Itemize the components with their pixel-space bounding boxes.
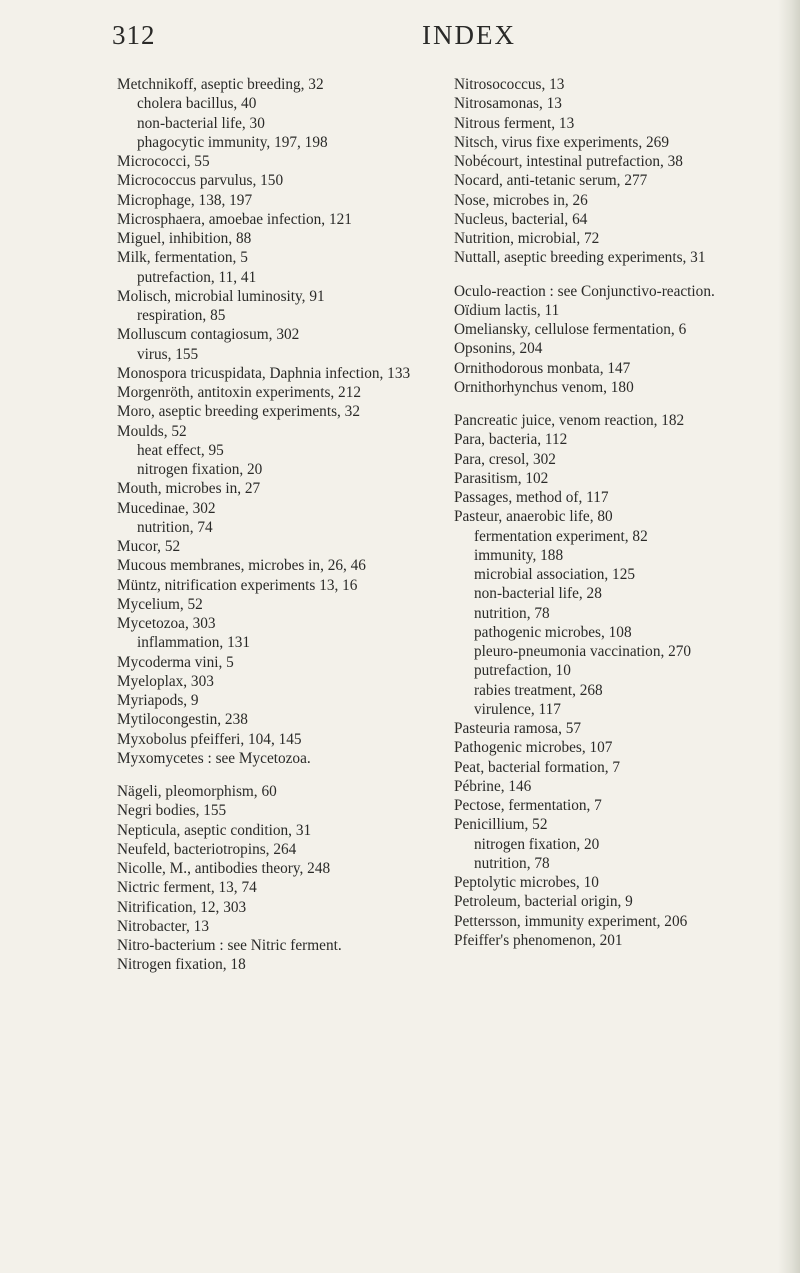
index-entry: Pathogenic microbes, 107 — [454, 739, 613, 757]
index-subentry: non-bacterial life, 30 — [137, 114, 265, 132]
index-entry: Peat, bacterial formation, 7 — [454, 758, 621, 776]
index-entry: Mytilocongestin, 238 — [117, 711, 248, 729]
index-entry: Opsonins, 204 — [454, 340, 543, 358]
index-entry: Milk, fermentation, 5 — [117, 249, 248, 267]
index-entry: Oculo-reaction : see Conjunctivo-reaction. — [454, 282, 715, 300]
index-entry: Mucedinae, 302 — [117, 499, 216, 517]
index-subentry: respiration, 85 — [137, 307, 226, 324]
index-column-right — [454, 75, 762, 950]
letter-group-gap — [117, 768, 431, 782]
index-subentry: virus, 155 — [137, 345, 199, 363]
index-entry: Neufeld, bacteriotropins, 264 — [117, 840, 297, 858]
index-subentry: putrefaction, 10 — [474, 662, 571, 680]
index-entry: Nitrification, 12, 303 — [117, 898, 247, 916]
index-entry: Moro, aseptic breeding experiments, 32 — [117, 403, 360, 421]
index-entry: Ornithorhynchus venom, 180 — [454, 378, 634, 396]
index-entry: Nutrition, microbial, 72 — [454, 230, 600, 247]
index-entry: Petroleum, bacterial origin, 9 — [454, 893, 633, 911]
index-entry: Mycoderma vini, 5 — [117, 653, 234, 671]
index-entry: Morgenröth, antitoxin experiments, 212 — [117, 384, 362, 401]
index-entry: Mycetozoa, 303 — [117, 615, 216, 632]
index-entry: Microphage, 138, 197 — [117, 191, 253, 209]
index-subentry: pathogenic microbes, 108 — [474, 623, 632, 641]
index-entry: Nitrobacter, 13 — [117, 917, 209, 935]
index-entry: Metchnikoff, aseptic breeding, 32 — [117, 76, 324, 93]
index-subentry: phagocytic immunity, 197, 198 — [137, 133, 328, 151]
index-subentry: microbial association, 125 — [474, 566, 636, 583]
index-entry: Moulds, 52 — [117, 422, 187, 440]
index-entry: Pébrine, 146 — [454, 777, 532, 795]
index-subentry: rabies treatment, 268 — [474, 681, 603, 699]
index-entry: Nepticula, aseptic condition, 31 — [117, 821, 312, 839]
index-subentry: putrefaction, 11, 41 — [137, 268, 257, 286]
index-entry: Müntz, nitrification experiments 13, 16 — [117, 576, 358, 594]
index-entry: Pasteuria ramosa, 57 — [454, 720, 582, 737]
index-entry: Mucous membranes, microbes in, 26, 46 — [117, 557, 366, 575]
index-entry: Nitsch, virus fixe experiments, 269 — [454, 133, 669, 151]
page-number: 312 — [112, 20, 156, 50]
letter-group-gap — [454, 268, 762, 282]
index-subentry: heat effect, 95 — [137, 441, 224, 459]
index-subentry: immunity, 188 — [474, 546, 564, 564]
index-entry: Parasitism, 102 — [454, 469, 549, 487]
index-entry: Nobécourt, intestinal putrefaction, 38 — [454, 153, 683, 170]
index-entry: Mucor, 52 — [117, 538, 181, 555]
index-entry: Micrococci, 55 — [117, 153, 210, 170]
index-entry: Myxobolus pfeifferi, 104, 145 — [117, 730, 302, 748]
index-subentry: inflammation, 131 — [137, 634, 251, 652]
index-entry: Micrococcus parvulus, 150 — [117, 172, 284, 190]
index-entry: Molisch, microbial luminosity, 91 — [117, 287, 325, 305]
index-entry: Pfeiffer's phenomenon, 201 — [454, 931, 623, 949]
index-entry: Peptolytic microbes, 10 — [454, 874, 599, 891]
page-edge-shadow — [778, 0, 800, 1273]
index-entry: Nose, microbes in, 26 — [454, 191, 588, 209]
index-entry: Nictric ferment, 13, 74 — [117, 879, 257, 897]
index-entry: Nuttall, aseptic breeding experiments, 31 — [454, 249, 706, 267]
index-entry: Molluscum contagiosum, 302 — [117, 326, 300, 344]
index-entry: Nitrosococcus, 13 — [454, 76, 565, 93]
index-entry: Pancreatic juice, venom reaction, 182 — [454, 412, 685, 429]
index-entry: Nitrogen fixation, 18 — [117, 956, 246, 974]
index-subentry: nitrogen fixation, 20 — [137, 461, 263, 478]
index-entry: Miguel, inhibition, 88 — [117, 230, 252, 247]
index-subentry: non-bacterial life, 28 — [474, 585, 602, 603]
index-entry: Pettersson, immunity experiment, 206 — [454, 912, 688, 930]
index-entry: Para, cresol, 302 — [454, 450, 556, 468]
index-entry: Negri bodies, 155 — [117, 802, 227, 820]
index-entry: Myxomycetes : see Mycetozoa. — [117, 749, 311, 767]
index-subentry: pleuro-pneumonia vaccination, 270 — [474, 643, 692, 660]
index-subentry: virulence, 117 — [474, 700, 561, 718]
index-subentry: nutrition, 78 — [474, 854, 550, 872]
index-entry: Mycelium, 52 — [117, 595, 203, 613]
index-subentry: nutrition, 78 — [474, 604, 550, 622]
index-entry: Nitrosamonas, 13 — [454, 95, 562, 113]
letter-group-gap — [454, 397, 762, 411]
index-subentry: nutrition, 74 — [137, 518, 213, 536]
index-entry: Myeloplax, 303 — [117, 672, 214, 690]
index-entry: Nocard, anti-tetanic serum, 277 — [454, 172, 648, 190]
index-entry: Ornithodorous monbata, 147 — [454, 359, 631, 377]
index-entry: Microsphaera, amoebae infection, 121 — [117, 210, 352, 228]
index-entry: Nägeli, pleomorphism, 60 — [117, 783, 277, 800]
index-subentry: fermentation experiment, 82 — [474, 527, 648, 545]
index-entry: Pasteur, anaerobic life, 80 — [454, 508, 613, 526]
index-entry: Passages, method of, 117 — [454, 489, 609, 506]
index-subentry: cholera bacillus, 40 — [137, 95, 257, 113]
index-subentry: nitrogen fixation, 20 — [474, 835, 600, 853]
page-header — [112, 20, 760, 60]
running-title: INDEX — [422, 20, 516, 50]
index-entry: Myriapods, 9 — [117, 692, 199, 709]
index-entry: Oïdium lactis, 11 — [454, 301, 560, 319]
index-entry: Nitro-bacterium : see Nitric ferment. — [117, 937, 342, 954]
index-entry: Penicillium, 52 — [454, 816, 548, 834]
index-entry: Monospora tricuspidata, Daphnia infection, 133 — [117, 364, 411, 382]
index-entry: Nucleus, bacterial, 64 — [454, 210, 588, 228]
index-entry: Mouth, microbes in, 27 — [117, 480, 261, 498]
index-entry: Omeliansky, cellulose fermentation, 6 — [454, 321, 687, 338]
index-entry: Pectose, fermentation, 7 — [454, 797, 602, 814]
index-entry: Para, bacteria, 112 — [454, 431, 568, 449]
index-entry: Nicolle, M., antibodies theory, 248 — [117, 860, 331, 877]
index-entry: Nitrous ferment, 13 — [454, 114, 575, 132]
index-column-left — [117, 75, 431, 975]
